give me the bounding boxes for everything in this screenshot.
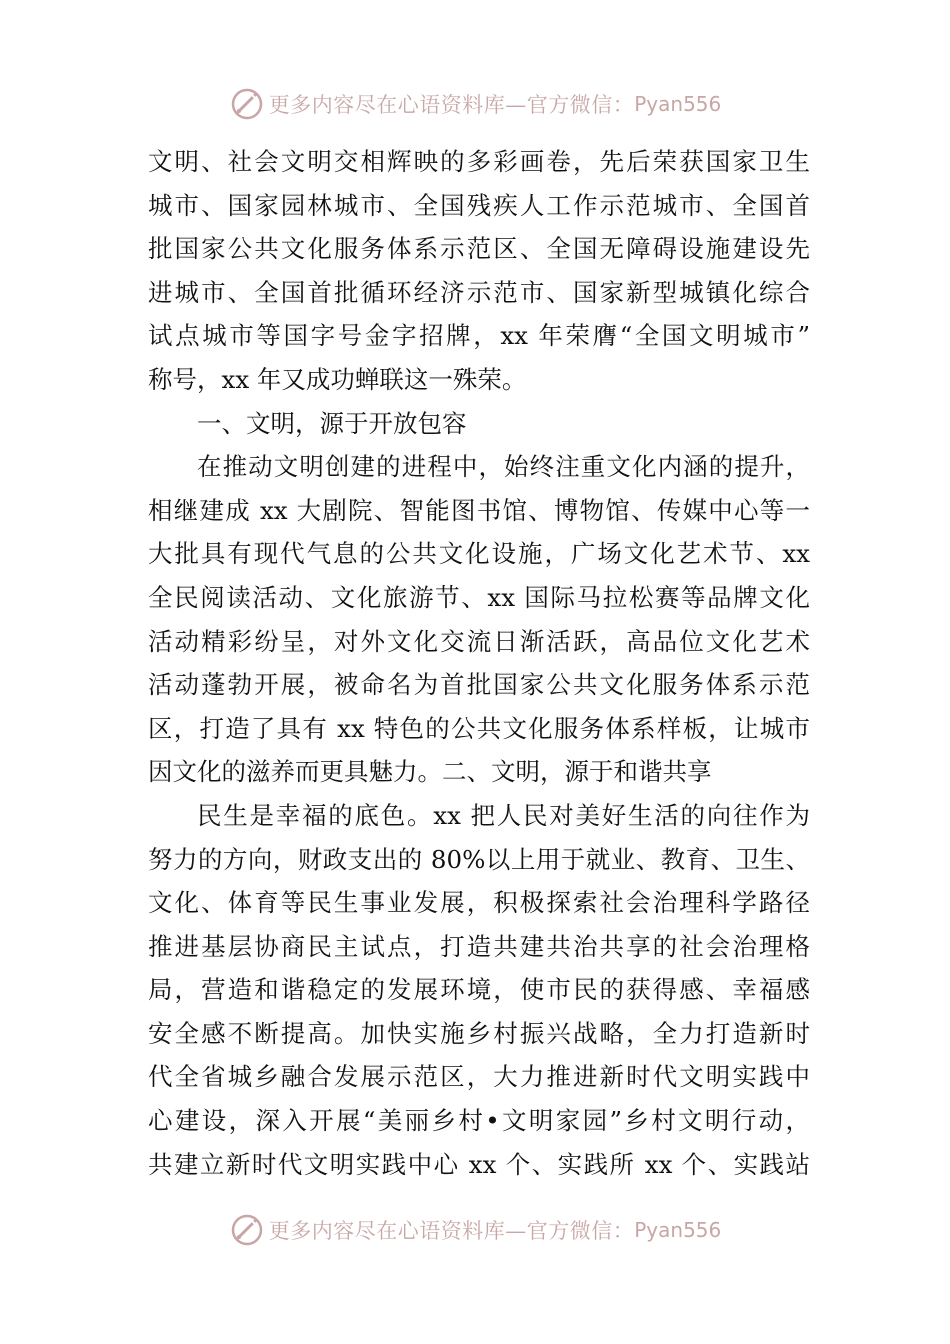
text-line: 进城市、全国首批循环经济示范市、国家新型城镇化综合	[148, 277, 810, 307]
banner-text: 更多内容尽在心语资料库—官方微信：	[268, 93, 635, 117]
text-line: 活动精彩纷呈，对外文化交流日渐活跃，高品位文化艺术	[148, 626, 810, 656]
header-banner	[0, 86, 950, 122]
section-heading: 一、文明，源于开放包容	[197, 408, 467, 438]
banner-text: 更多内容尽在心语资料库—官方微信：	[268, 1219, 635, 1243]
banner-wechat-id: Pyan556	[634, 1218, 722, 1242]
pen-logo-icon	[229, 86, 265, 122]
text-line: 心建设，深入开展“美丽乡村•文明家园”乡村文明行动，	[148, 1106, 810, 1136]
document-body	[148, 140, 810, 1186]
pen-logo-icon	[229, 1212, 265, 1248]
text-line: 称号，xx 年又成功蝉联这一殊荣。	[148, 364, 527, 394]
text-line: 城市、国家园林城市、全国残疾人工作示范城市、全国首	[148, 190, 810, 220]
text-line: 试点城市等国字号金字招牌，xx 年荣膺“全国文明城市”	[148, 321, 810, 351]
text-line: 区，打造了具有 xx 特色的公共文化服务体系样板，让城市	[148, 713, 810, 743]
text-line: 因文化的滋养而更具魅力。二、文明，源于和谐共享	[148, 757, 712, 787]
text-line: 在推动文明创建的进程中，始终注重文化内涵的提升，	[197, 452, 810, 482]
text-line: 大批具有现代气息的公共文化设施，广场文化艺术节、xx	[148, 539, 810, 569]
text-line: 批国家公共文化服务体系示范区、全国无障碍设施建设先	[148, 234, 810, 264]
text-line: 安全感不断提高。加快实施乡村振兴战略，全力打造新时	[148, 1018, 810, 1048]
text-line: 相继建成 xx 大剧院、智能图书馆、博物馆、传媒中心等一	[148, 495, 810, 525]
text-line: 共建立新时代文明实践中心 xx 个、实践所 xx 个、实践站	[148, 1149, 810, 1179]
text-line: 文明、社会文明交相辉映的多彩画卷，先后荣获国家卫生	[148, 147, 810, 176]
text-line: 活动蓬勃开展，被命名为首批国家公共文化服务体系示范	[148, 670, 810, 700]
text-line: 文化、体育等民生事业发展，积极探索社会治理科学路径	[148, 888, 810, 918]
text-line: 民生是幸福的底色。xx 把人民对美好生活的向往作为	[197, 800, 810, 830]
banner-wechat-id: Pyan556	[634, 92, 722, 116]
footer-banner	[0, 1212, 950, 1248]
text-line: 局，营造和谐稳定的发展环境，使市民的获得感、幸福感	[148, 975, 810, 1005]
text-line: 代全省城乡融合发展示范区，大力推进新时代文明实践中	[148, 1062, 810, 1092]
text-line: 全民阅读活动、文化旅游节、xx 国际马拉松赛等品牌文化	[148, 582, 810, 612]
text-line: 努力的方向，财政支出的 80%以上用于就业、教育、卫生、	[148, 844, 810, 874]
text-line: 推进基层协商民主试点，打造共建共治共享的社会治理格	[148, 931, 810, 961]
